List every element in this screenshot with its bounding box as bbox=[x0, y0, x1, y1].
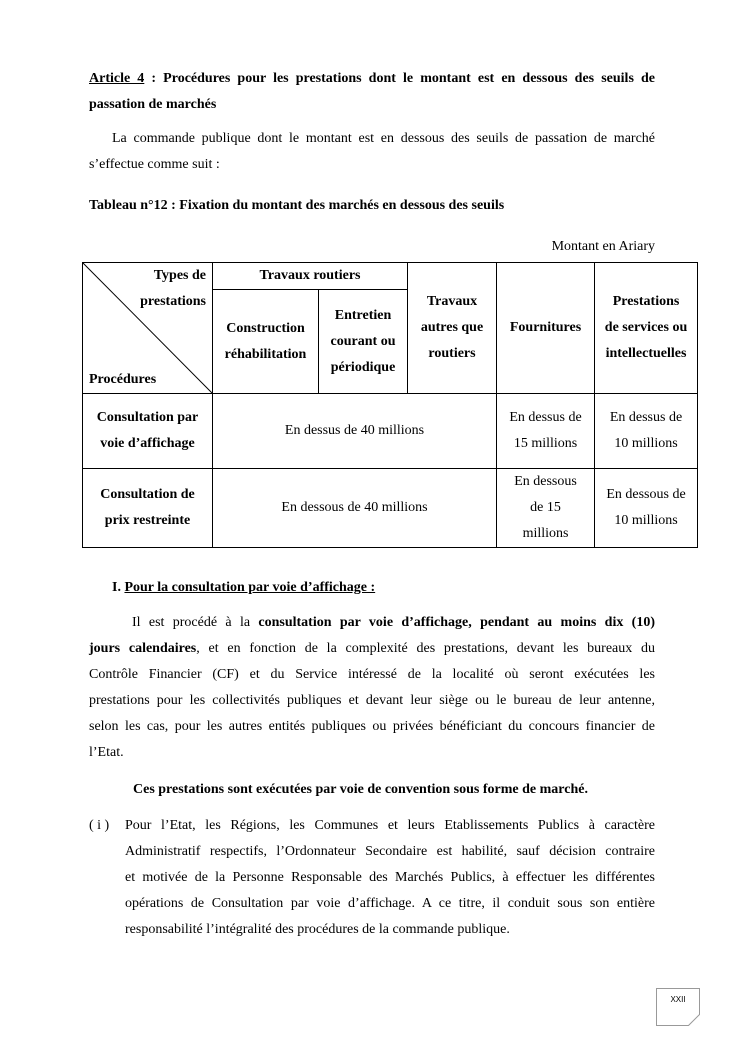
group-header-travaux-routiers: Travaux routiers bbox=[213, 263, 408, 290]
section1-p5: selon les cas, pour les autres entités publiques ou privées bénéficiant du concours financier de bbox=[89, 719, 655, 734]
section1-p1: Il est procédé à la consultation par voie d’affichage, pendant au moins dix (10) bbox=[132, 615, 655, 630]
corner-procedures: Procédures bbox=[89, 372, 157, 387]
col-prestations: Prestations de services ou intellectuelles bbox=[595, 263, 698, 394]
item-i-line2: Administratif respectifs, l’Ordonnateur Secondaire est habilité, sauf décision contraire bbox=[125, 844, 655, 859]
corner-types-line2: prestations bbox=[140, 294, 206, 309]
section1-bold-statement: Ces prestations sont exécutées par voie de convention sous forme de marché. bbox=[133, 782, 588, 797]
item-i-line4: opérations de Consultation par voie d’affichage. A ce titre, il conduit sous son entière bbox=[125, 896, 655, 911]
page-number: XXII bbox=[670, 995, 686, 1004]
article-title-line2: passation de marchés bbox=[89, 97, 217, 112]
table-row bbox=[83, 394, 698, 469]
row-affichage-travaux: En dessus de 40 millions bbox=[213, 394, 497, 469]
section1-p4: prestations pour les collectivités publiques et devant leur siège ou le bureau de leur antenne, bbox=[89, 693, 655, 708]
row-restreinte-travaux: En dessous de 40 millions bbox=[213, 469, 497, 548]
item-i-line3: et motivée de la Personne Responsable des Marchés Publics, à effectuer les différentes bbox=[125, 870, 655, 885]
section1-p6: l’Etat. bbox=[89, 745, 124, 760]
col-construction: Construction réhabilitation bbox=[213, 290, 319, 394]
item-i-line1: Pour l’Etat, les Régions, les Communes et leurs Etablissements Publics à caractère bbox=[125, 818, 655, 833]
article-label: Article 4 bbox=[89, 71, 145, 86]
col-fournitures: Fournitures bbox=[497, 263, 595, 394]
section1-heading: I. Pour la consultation par voie d’affichage : bbox=[112, 580, 376, 595]
row-affichage-prestations: En dessus de 10 millions bbox=[595, 394, 698, 469]
thresholds-table bbox=[82, 262, 698, 548]
page-curl-icon bbox=[688, 1014, 700, 1026]
item-i-marker: ( i ) bbox=[89, 818, 110, 833]
item-i-line5: responsabilité l’intégralité des procédures de la commande publique. bbox=[125, 922, 510, 937]
corner-header-cell bbox=[83, 263, 213, 394]
row-restreinte-prestations: En dessous de 10 millions bbox=[595, 469, 698, 548]
section1-p3: Contrôle Financier (CF) et du Service intéressé de la localité où seront exécutées les bbox=[89, 667, 655, 682]
corner-types-line1: Types de bbox=[153, 268, 206, 283]
currency-note: Montant en Ariary bbox=[551, 239, 655, 254]
row-restreinte-fournitures: En dessous de 15 millions bbox=[497, 469, 595, 548]
row-affichage-fournitures: En dessus de 15 millions bbox=[497, 394, 595, 469]
section1-p2: jours calendaires, et en fonction de la complexité des prestations, devant les bureaux du bbox=[89, 641, 655, 656]
intro-line2: s’effectue comme suit : bbox=[89, 157, 220, 172]
table-title: Tableau n°12 : Fixation du montant des marchés en dessous des seuils bbox=[89, 198, 505, 213]
page-number-box bbox=[656, 988, 700, 1026]
row-procedure-affichage: Consultation par voie d’affichage bbox=[83, 394, 213, 469]
row-procedure-restreinte: Consultation de prix restreinte bbox=[83, 469, 213, 548]
table-row bbox=[83, 469, 698, 548]
col-entretien: Entretien courant ou périodique bbox=[319, 290, 408, 394]
col-travaux-autres: Travaux autres que routiers bbox=[408, 263, 497, 394]
intro-line1: La commande publique dont le montant est en dessous des seuils de passation de marché bbox=[112, 131, 655, 146]
article-title-line1: Article 4 : Procédures pour les prestations dont le montant est en dessous des seuils de bbox=[89, 71, 656, 86]
